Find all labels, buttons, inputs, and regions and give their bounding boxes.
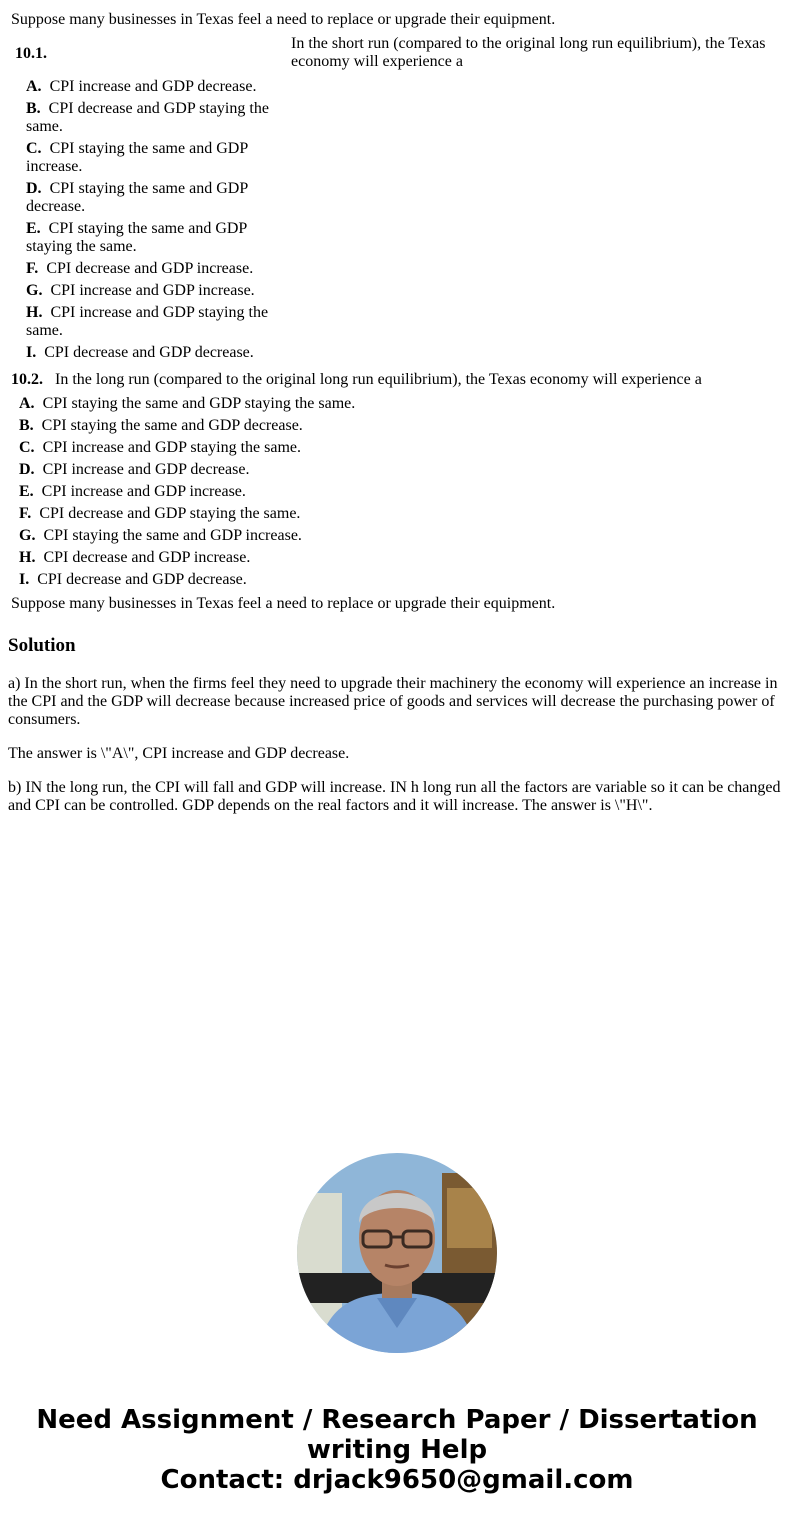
- author-avatar: [297, 1153, 497, 1353]
- footer-contact: Contact: drjack9650@gmail.com: [160, 1465, 634, 1495]
- q1-option-e: E. CPI staying the same and GDP staying the same.: [26, 220, 247, 255]
- intro-text: Suppose many businesses in Texas feel a need to replace or upgrade their equipment.: [11, 11, 556, 28]
- q1-option-h: H. CPI increase and GDP staying the same.: [26, 304, 269, 339]
- q1-option-d: D. CPI staying the same and GDP decrease.: [26, 180, 248, 215]
- q2-option-e: E. CPI increase and GDP increase.: [19, 483, 246, 500]
- question-10-2-text: In the long run (compared to the original long run equilibrium), the Texas economy will experience a: [55, 371, 702, 388]
- footer-line-1: Need Assignment / Research Paper / Dissertation: [36, 1405, 758, 1435]
- q1-option-c: C. CPI staying the same and GDP increase.: [26, 140, 248, 175]
- q1-option-i: I. CPI decrease and GDP decrease.: [26, 344, 254, 361]
- question-10-1-number: 10.1.: [15, 45, 47, 62]
- q2-option-c: C. CPI increase and GDP staying the same.: [19, 439, 302, 456]
- footer-promo: [0, 1405, 794, 1495]
- solution-heading: Solution: [8, 635, 76, 656]
- question-10-2-number: 10.2.: [11, 371, 43, 388]
- q2-option-h: H. CPI decrease and GDP increase.: [19, 549, 251, 566]
- q1-option-b: B. CPI decrease and GDP staying the same.: [26, 100, 269, 135]
- q2-option-d: D. CPI increase and GDP decrease.: [19, 461, 250, 478]
- q1-option-a: A. CPI increase and GDP decrease.: [26, 78, 257, 95]
- q2-option-a: A. CPI staying the same and GDP staying the same.: [19, 395, 356, 412]
- solution-paragraph-b: b) IN the long run, the CPI will fall and GDP will increase. IN h long run all the factors are variable so it can be changed and CPI can be controlled. GDP depends on the real factors and it will increase. The answer is \"H\".: [8, 779, 781, 814]
- author-portrait-icon: [297, 1153, 497, 1353]
- intro-text-repeat: Suppose many businesses in Texas feel a need to replace or upgrade their equipment.: [11, 595, 556, 612]
- q2-option-f: F. CPI decrease and GDP staying the same.: [19, 505, 301, 522]
- question-10-1-text: In the short run (compared to the original long run equilibrium), the Texas economy will experience a: [291, 35, 766, 70]
- q1-option-f: F. CPI decrease and GDP increase.: [26, 260, 254, 277]
- q2-option-i: I. CPI decrease and GDP decrease.: [19, 571, 247, 588]
- solution-paragraph-a: a) In the short run, when the firms feel they need to upgrade their machinery the economy will experience an increase in the CPI and the GDP will decrease because increased price of goods and services will decrease the purchasing power of consumers.: [8, 675, 778, 728]
- q2-option-g: G. CPI staying the same and GDP increase.: [19, 527, 302, 544]
- footer-line-2: writing Help: [306, 1435, 488, 1465]
- q2-option-b: B. CPI staying the same and GDP decrease.: [19, 417, 303, 434]
- q1-option-g: G. CPI increase and GDP increase.: [26, 282, 255, 299]
- solution-answer-a: The answer is \"A\", CPI increase and GDP decrease.: [8, 745, 350, 762]
- question-10-2: [11, 371, 702, 389]
